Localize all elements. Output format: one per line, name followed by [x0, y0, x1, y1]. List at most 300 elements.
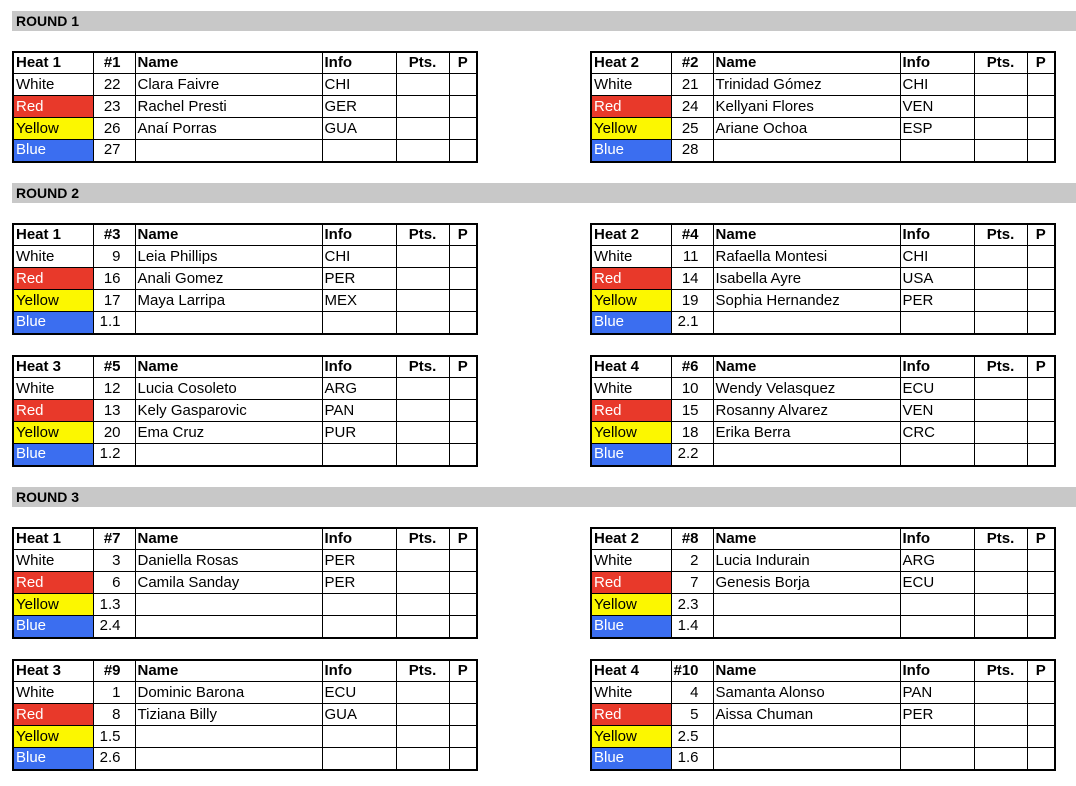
seed-number: 28 — [671, 140, 713, 162]
table-row — [591, 572, 1055, 594]
athlete-name: Daniella Rosas — [135, 550, 322, 572]
seed-number: 13 — [93, 400, 135, 422]
pts-cell[interactable] — [396, 748, 449, 770]
p-cell[interactable] — [1027, 118, 1055, 140]
heat-label: Heat 3 — [13, 660, 93, 682]
seed-number: 7 — [671, 572, 713, 594]
table-row — [591, 268, 1055, 290]
pts-cell[interactable] — [974, 726, 1027, 748]
seed-number: 9 — [93, 246, 135, 268]
p-cell[interactable] — [449, 594, 477, 616]
heat-table — [12, 355, 478, 467]
p-cell[interactable] — [1027, 246, 1055, 268]
p-cell[interactable] — [1027, 616, 1055, 638]
pts-cell[interactable] — [974, 550, 1027, 572]
p-cell[interactable] — [1027, 268, 1055, 290]
pts-cell[interactable] — [974, 572, 1027, 594]
pts-cell[interactable] — [974, 246, 1027, 268]
athlete-name: Kely Gasparovic — [135, 400, 322, 422]
p-cell[interactable] — [1027, 378, 1055, 400]
athlete-name: Lucia Indurain — [713, 550, 900, 572]
p-cell[interactable] — [1027, 704, 1055, 726]
lane-color: Blue — [591, 140, 671, 162]
seed-number: 27 — [93, 140, 135, 162]
table-row — [591, 726, 1055, 748]
table-row — [13, 378, 477, 400]
pts-cell[interactable] — [974, 422, 1027, 444]
p-cell[interactable] — [449, 704, 477, 726]
lane-color: White — [591, 74, 671, 96]
seed-number: 20 — [93, 422, 135, 444]
p-cell[interactable] — [449, 682, 477, 704]
seed-number: 18 — [671, 422, 713, 444]
athlete-name — [713, 616, 900, 638]
p-header: P — [449, 224, 477, 246]
athlete-name: Rosanny Alvarez — [713, 400, 900, 422]
athlete-name: Anaí Porras — [135, 118, 322, 140]
seed-number: 15 — [671, 400, 713, 422]
p-cell[interactable] — [449, 246, 477, 268]
p-cell[interactable] — [1027, 400, 1055, 422]
p-cell[interactable] — [1027, 726, 1055, 748]
table-row — [13, 290, 477, 312]
table-row — [591, 616, 1055, 638]
lane-color: Yellow — [591, 726, 671, 748]
athlete-name: Kellyani Flores — [713, 96, 900, 118]
lane-color: Red — [591, 400, 671, 422]
athlete-name: Leia Phillips — [135, 246, 322, 268]
table-row — [591, 704, 1055, 726]
seed-number: 1.4 — [671, 616, 713, 638]
athlete-name: Camila Sanday — [135, 572, 322, 594]
table-row — [13, 96, 477, 118]
round-3-title: ROUND 3 — [12, 487, 1076, 507]
lane-color: White — [13, 550, 93, 572]
athlete-name — [135, 312, 322, 334]
seed-number: 2.1 — [671, 312, 713, 334]
seed-number: 2.6 — [93, 748, 135, 770]
table-row — [13, 594, 477, 616]
athlete-info — [900, 726, 974, 748]
athlete-name: Ariane Ochoa — [713, 118, 900, 140]
name-header: Name — [135, 52, 322, 74]
table-row — [13, 118, 477, 140]
pts-cell[interactable] — [974, 594, 1027, 616]
heat-label: Heat 4 — [591, 660, 671, 682]
p-cell[interactable] — [449, 118, 477, 140]
lane-color: Red — [591, 704, 671, 726]
p-cell[interactable] — [449, 400, 477, 422]
heat-table — [12, 659, 478, 771]
athlete-info — [322, 594, 396, 616]
pts-cell[interactable] — [396, 422, 449, 444]
athlete-info: MEX — [322, 290, 396, 312]
seed-number: 1 — [93, 682, 135, 704]
heat-label: Heat 1 — [13, 528, 93, 550]
athlete-info: GUA — [322, 704, 396, 726]
p-header: P — [1027, 356, 1055, 378]
heat-label: Heat 2 — [591, 224, 671, 246]
athlete-info: ECU — [900, 572, 974, 594]
table-row — [591, 290, 1055, 312]
pts-header: Pts. — [974, 52, 1027, 74]
seed-number: 1.6 — [671, 748, 713, 770]
athlete-info: VEN — [900, 96, 974, 118]
table-row — [591, 378, 1055, 400]
seed-number: 21 — [671, 74, 713, 96]
p-cell[interactable] — [1027, 422, 1055, 444]
athlete-name: Wendy Velasquez — [713, 378, 900, 400]
lane-color: Yellow — [591, 118, 671, 140]
athlete-name — [135, 594, 322, 616]
seed-number: 24 — [671, 96, 713, 118]
athlete-name: Dominic Barona — [135, 682, 322, 704]
pts-cell[interactable] — [396, 616, 449, 638]
table-row — [13, 726, 477, 748]
p-cell[interactable] — [1027, 140, 1055, 162]
lane-color: Yellow — [13, 422, 93, 444]
lane-color: White — [591, 550, 671, 572]
p-header: P — [1027, 52, 1055, 74]
athlete-info: PER — [322, 572, 396, 594]
athlete-info: ECU — [900, 378, 974, 400]
seed-number: 12 — [93, 378, 135, 400]
table-row — [591, 74, 1055, 96]
p-cell[interactable] — [1027, 594, 1055, 616]
pts-cell[interactable] — [396, 378, 449, 400]
athlete-name: Tiziana Billy — [135, 704, 322, 726]
athlete-name: Genesis Borja — [713, 572, 900, 594]
name-header: Name — [135, 528, 322, 550]
lane-color: Red — [13, 96, 93, 118]
pts-cell[interactable] — [974, 140, 1027, 162]
heat-table — [590, 659, 1056, 771]
p-cell[interactable] — [1027, 74, 1055, 96]
seed-number: 11 — [671, 246, 713, 268]
athlete-name — [135, 444, 322, 466]
pts-header: Pts. — [396, 52, 449, 74]
pts-cell[interactable] — [974, 616, 1027, 638]
info-header: Info — [322, 528, 396, 550]
pts-cell[interactable] — [396, 96, 449, 118]
table-row — [13, 748, 477, 770]
heat-table — [12, 527, 478, 639]
p-cell[interactable] — [449, 378, 477, 400]
info-header: Info — [900, 52, 974, 74]
table-row — [13, 444, 477, 466]
athlete-name: Anali Gomez — [135, 268, 322, 290]
seed-number: 2.2 — [671, 444, 713, 466]
athlete-name: Clara Faivre — [135, 74, 322, 96]
pts-cell[interactable] — [396, 594, 449, 616]
p-cell[interactable] — [1027, 290, 1055, 312]
pts-cell[interactable] — [396, 400, 449, 422]
lane-color: Yellow — [591, 594, 671, 616]
pts-cell[interactable] — [396, 550, 449, 572]
athlete-name: Rafaella Montesi — [713, 246, 900, 268]
lane-color: Yellow — [13, 290, 93, 312]
table-row — [591, 444, 1055, 466]
seed-number: 26 — [93, 118, 135, 140]
athlete-info: GER — [322, 96, 396, 118]
table-row — [13, 682, 477, 704]
info-header: Info — [322, 224, 396, 246]
heat-number: #10 — [671, 660, 713, 682]
table-row — [591, 422, 1055, 444]
table-row — [13, 422, 477, 444]
athlete-name: Isabella Ayre — [713, 268, 900, 290]
seed-number: 23 — [93, 96, 135, 118]
table-row — [13, 246, 477, 268]
lane-color: Red — [13, 704, 93, 726]
p-header: P — [1027, 660, 1055, 682]
seed-number: 14 — [671, 268, 713, 290]
athlete-info — [322, 444, 396, 466]
pts-cell[interactable] — [974, 268, 1027, 290]
p-cell[interactable] — [1027, 682, 1055, 704]
lane-color: Red — [591, 268, 671, 290]
athlete-info — [900, 748, 974, 770]
pts-cell[interactable] — [396, 444, 449, 466]
seed-number: 19 — [671, 290, 713, 312]
seed-number: 8 — [93, 704, 135, 726]
lane-color: White — [591, 246, 671, 268]
name-header: Name — [713, 660, 900, 682]
lane-color: Yellow — [591, 422, 671, 444]
pts-cell[interactable] — [974, 704, 1027, 726]
seed-number: 3 — [93, 550, 135, 572]
table-row — [591, 96, 1055, 118]
pts-cell[interactable] — [396, 118, 449, 140]
heat-label: Heat 2 — [591, 52, 671, 74]
lane-color: White — [13, 378, 93, 400]
athlete-name: Sophia Hernandez — [713, 290, 900, 312]
p-cell[interactable] — [1027, 572, 1055, 594]
round-1-title: ROUND 1 — [12, 11, 1076, 31]
pts-cell[interactable] — [396, 726, 449, 748]
lane-color: Blue — [591, 616, 671, 638]
pts-cell[interactable] — [974, 748, 1027, 770]
pts-cell[interactable] — [974, 682, 1027, 704]
pts-cell[interactable] — [396, 572, 449, 594]
lane-color: Yellow — [591, 290, 671, 312]
heat-table — [12, 51, 478, 163]
table-row — [591, 140, 1055, 162]
name-header: Name — [135, 224, 322, 246]
lane-color: White — [13, 74, 93, 96]
pts-cell[interactable] — [974, 96, 1027, 118]
table-row — [13, 74, 477, 96]
name-header: Name — [713, 52, 900, 74]
table-row — [13, 140, 477, 162]
p-cell[interactable] — [449, 726, 477, 748]
p-cell[interactable] — [449, 572, 477, 594]
heat-number: #1 — [93, 52, 135, 74]
lane-color: Red — [13, 268, 93, 290]
p-cell[interactable] — [1027, 444, 1055, 466]
pts-header: Pts. — [396, 660, 449, 682]
pts-header: Pts. — [974, 528, 1027, 550]
athlete-info: PUR — [322, 422, 396, 444]
athlete-info: PER — [900, 704, 974, 726]
athlete-info: CRC — [900, 422, 974, 444]
p-cell[interactable] — [449, 96, 477, 118]
athlete-name: Erika Berra — [713, 422, 900, 444]
pts-cell[interactable] — [396, 290, 449, 312]
pts-cell[interactable] — [396, 268, 449, 290]
seed-number: 1.3 — [93, 594, 135, 616]
seed-number: 6 — [93, 572, 135, 594]
athlete-info — [900, 616, 974, 638]
athlete-info: USA — [900, 268, 974, 290]
name-header: Name — [135, 660, 322, 682]
heat-table — [590, 355, 1056, 467]
heat-table — [590, 51, 1056, 163]
athlete-name: Samanta Alonso — [713, 682, 900, 704]
p-header: P — [449, 528, 477, 550]
name-header: Name — [713, 224, 900, 246]
seed-number: 10 — [671, 378, 713, 400]
p-cell[interactable] — [1027, 748, 1055, 770]
info-header: Info — [900, 356, 974, 378]
info-header: Info — [322, 52, 396, 74]
pts-cell[interactable] — [396, 74, 449, 96]
lane-color: White — [591, 378, 671, 400]
lane-color: Red — [591, 572, 671, 594]
heat-number: #9 — [93, 660, 135, 682]
lane-color: Blue — [591, 748, 671, 770]
info-header: Info — [322, 356, 396, 378]
p-header: P — [1027, 224, 1055, 246]
p-cell[interactable] — [449, 268, 477, 290]
athlete-info — [900, 594, 974, 616]
table-row — [591, 312, 1055, 334]
pts-cell[interactable] — [974, 400, 1027, 422]
table-row — [591, 118, 1055, 140]
athlete-info: CHI — [900, 246, 974, 268]
athlete-name — [713, 312, 900, 334]
athlete-info: GUA — [322, 118, 396, 140]
name-header: Name — [713, 356, 900, 378]
pts-cell[interactable] — [974, 290, 1027, 312]
seed-number: 2.3 — [671, 594, 713, 616]
heat-number: #8 — [671, 528, 713, 550]
athlete-name: Lucia Cosoleto — [135, 378, 322, 400]
athlete-info: PER — [322, 550, 396, 572]
pts-cell[interactable] — [396, 704, 449, 726]
p-cell[interactable] — [449, 290, 477, 312]
heat-table — [590, 223, 1056, 335]
athlete-info — [322, 140, 396, 162]
p-cell[interactable] — [1027, 312, 1055, 334]
athlete-name: Ema Cruz — [135, 422, 322, 444]
table-row — [13, 550, 477, 572]
heat-number: #5 — [93, 356, 135, 378]
heat-label: Heat 1 — [13, 224, 93, 246]
p-cell[interactable] — [449, 444, 477, 466]
lane-color: Blue — [13, 616, 93, 638]
pts-header: Pts. — [974, 660, 1027, 682]
lane-color: Blue — [13, 312, 93, 334]
pts-header: Pts. — [396, 528, 449, 550]
p-cell[interactable] — [449, 140, 477, 162]
p-header: P — [449, 52, 477, 74]
info-header: Info — [900, 660, 974, 682]
lane-color: Blue — [13, 748, 93, 770]
lane-color: Blue — [591, 312, 671, 334]
athlete-name — [713, 726, 900, 748]
seed-number: 2 — [671, 550, 713, 572]
seed-number: 17 — [93, 290, 135, 312]
athlete-info: ECU — [322, 682, 396, 704]
pts-cell[interactable] — [396, 312, 449, 334]
athlete-name — [135, 616, 322, 638]
p-cell[interactable] — [449, 422, 477, 444]
round-2-title: ROUND 2 — [12, 183, 1076, 203]
heat-table — [590, 527, 1056, 639]
heat-label: Heat 3 — [13, 356, 93, 378]
lane-color: Yellow — [13, 118, 93, 140]
name-header: Name — [713, 528, 900, 550]
athlete-info: PAN — [900, 682, 974, 704]
p-cell[interactable] — [449, 312, 477, 334]
lane-color: Red — [13, 400, 93, 422]
p-cell[interactable] — [449, 550, 477, 572]
pts-cell[interactable] — [396, 140, 449, 162]
pts-cell[interactable] — [396, 246, 449, 268]
p-cell[interactable] — [449, 748, 477, 770]
athlete-info — [322, 616, 396, 638]
table-row — [13, 616, 477, 638]
seed-number: 16 — [93, 268, 135, 290]
athlete-info — [322, 748, 396, 770]
athlete-name: Aissa Chuman — [713, 704, 900, 726]
pts-cell[interactable] — [974, 312, 1027, 334]
table-row — [591, 682, 1055, 704]
pts-cell[interactable] — [974, 118, 1027, 140]
heat-label: Heat 4 — [591, 356, 671, 378]
athlete-name — [135, 726, 322, 748]
pts-cell[interactable] — [396, 682, 449, 704]
pts-cell[interactable] — [974, 444, 1027, 466]
info-header: Info — [900, 224, 974, 246]
p-cell[interactable] — [1027, 96, 1055, 118]
info-header: Info — [322, 660, 396, 682]
p-header: P — [449, 660, 477, 682]
pts-cell[interactable] — [974, 74, 1027, 96]
athlete-info — [900, 444, 974, 466]
athlete-info — [900, 312, 974, 334]
p-cell[interactable] — [449, 616, 477, 638]
athlete-info: CHI — [322, 246, 396, 268]
athlete-name: Maya Larripa — [135, 290, 322, 312]
athlete-info: PER — [322, 268, 396, 290]
table-row — [13, 312, 477, 334]
p-cell[interactable] — [449, 74, 477, 96]
athlete-name — [713, 748, 900, 770]
lane-color: Red — [13, 572, 93, 594]
p-cell[interactable] — [1027, 550, 1055, 572]
name-header: Name — [135, 356, 322, 378]
lane-color: Red — [591, 96, 671, 118]
table-row — [591, 550, 1055, 572]
pts-cell[interactable] — [974, 378, 1027, 400]
heat-number: #4 — [671, 224, 713, 246]
table-row — [591, 400, 1055, 422]
lane-color: Blue — [13, 444, 93, 466]
seed-number: 4 — [671, 682, 713, 704]
seed-number: 1.5 — [93, 726, 135, 748]
